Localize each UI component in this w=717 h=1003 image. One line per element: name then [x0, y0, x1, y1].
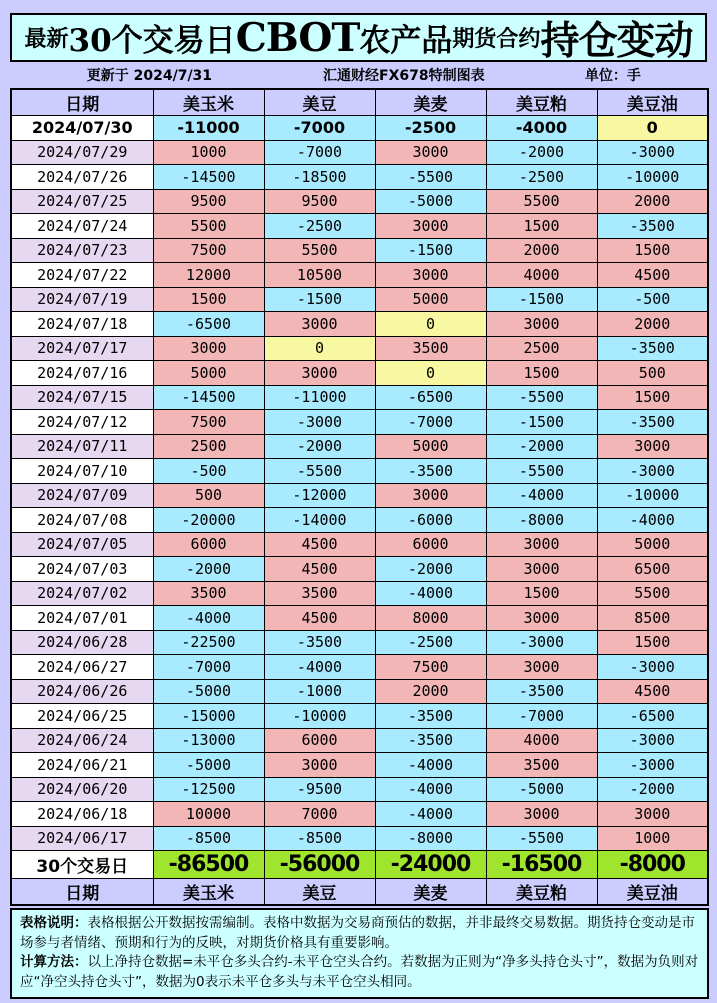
value-cell: 0 [597, 116, 708, 141]
value-cell: -2000 [597, 777, 708, 802]
value-cell: -3000 [597, 728, 708, 753]
date-cell: 2024/07/11 [11, 434, 153, 459]
value-cell: -14500 [153, 385, 264, 410]
value-cell: 2000 [486, 238, 597, 263]
value-cell: 7000 [264, 802, 375, 827]
value-cell: -500 [153, 459, 264, 484]
value-cell: 3500 [153, 581, 264, 606]
date-cell: 2024/07/12 [11, 410, 153, 435]
title-segment: 最新 [24, 26, 69, 52]
value-cell: -7000 [264, 140, 375, 165]
date-cell: 2024/06/27 [11, 655, 153, 680]
date-cell: 2024/06/21 [11, 753, 153, 778]
date-cell: 2024/07/24 [11, 214, 153, 239]
value-cell: 3500 [375, 336, 486, 361]
value-cell: -2500 [264, 214, 375, 239]
date-cell: 2024/07/18 [11, 312, 153, 337]
date-cell: 2024/07/26 [11, 165, 153, 190]
table-row [11, 777, 708, 802]
value-cell: -18500 [264, 165, 375, 190]
value-cell: 4000 [486, 728, 597, 753]
date-cell: 2024/07/17 [11, 336, 153, 361]
value-cell: 6000 [375, 532, 486, 557]
value-cell: 7500 [153, 238, 264, 263]
value-cell: -3000 [597, 459, 708, 484]
table-row [11, 361, 708, 386]
value-cell: 9500 [153, 189, 264, 214]
value-cell: 4500 [597, 679, 708, 704]
column-header-2: 美豆 [264, 879, 375, 906]
column-header-row-bottom [11, 879, 708, 906]
value-cell: 5000 [375, 434, 486, 459]
table-row [11, 753, 708, 778]
footnote-text: 表格根据公开数据按需编制。表格中数据为交易商预估的数据，并非最终交易数据。期货持仓变动是市场参与者情绪、预期和行为的反映，对期货价格具有重要影响。 [20, 915, 695, 951]
value-cell: -11000 [264, 385, 375, 410]
date-cell: 2024/07/05 [11, 532, 153, 557]
column-header-0: 日期 [11, 89, 153, 116]
table-row [11, 116, 708, 141]
value-cell: -2500 [486, 165, 597, 190]
value-cell: -6500 [153, 312, 264, 337]
value-cell: 4500 [264, 532, 375, 557]
value-cell: 2000 [597, 312, 708, 337]
value-cell: -5000 [486, 777, 597, 802]
value-cell: 1500 [597, 385, 708, 410]
table-row [11, 483, 708, 508]
value-cell: -10000 [597, 165, 708, 190]
table-row [11, 410, 708, 435]
value-cell: 3000 [375, 140, 486, 165]
value-cell: 1500 [153, 287, 264, 312]
column-header-3: 美麦 [375, 89, 486, 116]
value-cell: -4000 [486, 483, 597, 508]
value-cell: -8500 [153, 826, 264, 851]
value-cell: 5500 [153, 214, 264, 239]
unit-label: 单位：手 [584, 67, 641, 84]
column-header-1: 美玉米 [153, 879, 264, 906]
value-cell: -2000 [375, 557, 486, 582]
summary-row [11, 851, 708, 879]
table-row [11, 581, 708, 606]
value-cell: 500 [597, 361, 708, 386]
value-cell: -4000 [375, 581, 486, 606]
title-segment: 期货合约 [452, 26, 541, 52]
table-row [11, 532, 708, 557]
table-row [11, 140, 708, 165]
page-title [10, 13, 707, 62]
value-cell: -14500 [153, 165, 264, 190]
value-cell: 3000 [486, 606, 597, 631]
column-header-5: 美豆油 [597, 89, 708, 116]
date-cell: 2024/07/22 [11, 263, 153, 288]
value-cell: -1500 [486, 410, 597, 435]
value-cell: -14000 [264, 508, 375, 533]
date-cell: 2024/06/26 [11, 679, 153, 704]
table-row [11, 826, 708, 851]
column-header-3: 美麦 [375, 879, 486, 906]
date-cell: 2024/07/16 [11, 361, 153, 386]
title-segment: 持仓变动 [540, 17, 693, 64]
value-cell: 3500 [264, 581, 375, 606]
value-cell: -6500 [597, 704, 708, 729]
column-header-row [11, 89, 708, 116]
value-cell: 3000 [375, 214, 486, 239]
date-cell: 2024/07/29 [11, 140, 153, 165]
column-header-4: 美豆粕 [486, 879, 597, 906]
summary-value: -8000 [597, 851, 708, 879]
column-header-0: 日期 [11, 879, 153, 906]
value-cell: 9500 [264, 189, 375, 214]
value-cell: -1500 [486, 287, 597, 312]
value-cell: 3000 [486, 532, 597, 557]
table-row [11, 655, 708, 680]
value-cell: -4000 [486, 116, 597, 141]
table-row [11, 385, 708, 410]
value-cell: -12500 [153, 777, 264, 802]
table-row [11, 802, 708, 827]
source-credit: 汇通财经FX678特制图表 [323, 67, 485, 84]
value-cell: 4000 [486, 263, 597, 288]
value-cell: -2000 [486, 434, 597, 459]
date-cell: 2024/07/01 [11, 606, 153, 631]
table-row [11, 214, 708, 239]
value-cell: 3000 [264, 361, 375, 386]
value-cell: -2000 [264, 434, 375, 459]
value-cell: -7000 [153, 655, 264, 680]
value-cell: 2500 [486, 336, 597, 361]
value-cell: -5500 [486, 385, 597, 410]
value-cell: -10000 [264, 704, 375, 729]
value-cell: 4500 [264, 606, 375, 631]
value-cell: -3500 [264, 630, 375, 655]
value-cell: -20000 [153, 508, 264, 533]
value-cell: -3500 [486, 679, 597, 704]
value-cell: 5000 [375, 287, 486, 312]
value-cell: -4000 [375, 777, 486, 802]
footnote-paragraph [20, 914, 701, 953]
table-row [11, 336, 708, 361]
table-row [11, 263, 708, 288]
value-cell: -4000 [264, 655, 375, 680]
table-row [11, 287, 708, 312]
value-cell: 5500 [597, 581, 708, 606]
value-cell: -4000 [153, 606, 264, 631]
value-cell: 3000 [264, 312, 375, 337]
value-cell: 1500 [597, 630, 708, 655]
value-cell: 0 [375, 361, 486, 386]
value-cell: 1500 [486, 581, 597, 606]
value-cell: -2000 [153, 557, 264, 582]
value-cell: -3000 [597, 753, 708, 778]
subtitle-bar [10, 62, 707, 87]
value-cell: 10500 [264, 263, 375, 288]
value-cell: -3000 [486, 630, 597, 655]
value-cell: -2000 [486, 140, 597, 165]
value-cell: -3500 [597, 214, 708, 239]
value-cell: -5000 [375, 189, 486, 214]
column-header-4: 美豆粕 [486, 89, 597, 116]
value-cell: 5500 [486, 189, 597, 214]
value-cell: 10000 [153, 802, 264, 827]
value-cell: 1000 [153, 140, 264, 165]
value-cell: -500 [597, 287, 708, 312]
table-row [11, 679, 708, 704]
value-cell: 3000 [486, 312, 597, 337]
value-cell: 6000 [264, 728, 375, 753]
footnote-paragraph [20, 953, 701, 992]
value-cell: -3500 [597, 410, 708, 435]
updated-date: 更新于 2024/7/31 [86, 67, 213, 84]
value-cell: 7500 [375, 655, 486, 680]
value-cell: 5500 [264, 238, 375, 263]
date-cell: 2024/06/20 [11, 777, 153, 802]
value-cell: 3500 [486, 753, 597, 778]
table-row [11, 434, 708, 459]
value-cell: 3000 [264, 753, 375, 778]
summary-value: -86500 [153, 851, 264, 879]
value-cell: -3500 [375, 459, 486, 484]
value-cell: 4500 [597, 263, 708, 288]
value-cell: 8000 [375, 606, 486, 631]
value-cell: -3000 [597, 140, 708, 165]
value-cell: -5500 [486, 826, 597, 851]
date-cell: 2024/07/25 [11, 189, 153, 214]
value-cell: -12000 [264, 483, 375, 508]
value-cell: -5500 [486, 459, 597, 484]
value-cell: -1000 [264, 679, 375, 704]
value-cell: 6500 [597, 557, 708, 582]
table-row [11, 189, 708, 214]
positions-table [10, 88, 709, 906]
value-cell: -13000 [153, 728, 264, 753]
table-row [11, 459, 708, 484]
date-cell: 2024/06/18 [11, 802, 153, 827]
value-cell: 3000 [597, 802, 708, 827]
date-cell: 2024/07/19 [11, 287, 153, 312]
date-cell: 2024/06/28 [11, 630, 153, 655]
value-cell: 2500 [153, 434, 264, 459]
date-cell: 2024/06/24 [11, 728, 153, 753]
value-cell: -10000 [597, 483, 708, 508]
value-cell: -7000 [375, 410, 486, 435]
value-cell: -2500 [375, 630, 486, 655]
value-cell: -8000 [486, 508, 597, 533]
value-cell: 3000 [375, 263, 486, 288]
value-cell: 6000 [153, 532, 264, 557]
value-cell: 1000 [597, 826, 708, 851]
table-row [11, 606, 708, 631]
value-cell: -4000 [597, 508, 708, 533]
column-header-5: 美豆油 [597, 879, 708, 906]
value-cell: -5500 [375, 165, 486, 190]
date-cell: 2024/07/10 [11, 459, 153, 484]
value-cell: 1500 [597, 238, 708, 263]
value-cell: -2500 [375, 116, 486, 141]
value-cell: 7500 [153, 410, 264, 435]
table-row [11, 508, 708, 533]
table-row [11, 630, 708, 655]
value-cell: -3500 [597, 336, 708, 361]
column-header-2: 美豆 [264, 89, 375, 116]
value-cell: -5000 [153, 753, 264, 778]
summary-label: 30个交易日 [11, 851, 153, 879]
value-cell: 5000 [153, 361, 264, 386]
title-segment: CBOT [235, 14, 360, 61]
value-cell: -3000 [264, 410, 375, 435]
value-cell: -3000 [597, 655, 708, 680]
value-cell: 3000 [597, 434, 708, 459]
title-segment: 30个交易日 [68, 23, 236, 59]
value-cell: 3000 [375, 483, 486, 508]
date-cell: 2024/07/30 [11, 116, 153, 141]
value-cell: 2000 [375, 679, 486, 704]
summary-value: -16500 [486, 851, 597, 879]
value-cell: -7000 [486, 704, 597, 729]
footnote-box [10, 908, 709, 999]
value-cell: -5000 [153, 679, 264, 704]
value-cell: 0 [375, 312, 486, 337]
value-cell: 12000 [153, 263, 264, 288]
value-cell: -5500 [264, 459, 375, 484]
table-row [11, 312, 708, 337]
value-cell: 500 [153, 483, 264, 508]
value-cell: 3000 [486, 557, 597, 582]
date-cell: 2024/06/17 [11, 826, 153, 851]
value-cell: -1500 [264, 287, 375, 312]
value-cell: 5000 [597, 532, 708, 557]
value-cell: 1500 [486, 361, 597, 386]
date-cell: 2024/07/15 [11, 385, 153, 410]
value-cell: -7000 [264, 116, 375, 141]
value-cell: -6000 [375, 508, 486, 533]
value-cell: 3000 [486, 655, 597, 680]
summary-value: -56000 [264, 851, 375, 879]
value-cell: -1500 [375, 238, 486, 263]
date-cell: 2024/06/25 [11, 704, 153, 729]
summary-value: -24000 [375, 851, 486, 879]
date-cell: 2024/07/08 [11, 508, 153, 533]
value-cell: 2000 [597, 189, 708, 214]
value-cell: -3500 [375, 704, 486, 729]
table-row [11, 557, 708, 582]
value-cell: 1500 [486, 214, 597, 239]
value-cell: -6500 [375, 385, 486, 410]
value-cell: -4000 [375, 753, 486, 778]
value-cell: 0 [264, 336, 375, 361]
title-segment: 农产品 [359, 23, 453, 59]
table-row [11, 165, 708, 190]
table-row [11, 704, 708, 729]
value-cell: -22500 [153, 630, 264, 655]
date-cell: 2024/07/09 [11, 483, 153, 508]
value-cell: -3500 [375, 728, 486, 753]
footnote-lead: 计算方法： [20, 954, 88, 971]
footnote-text: 以上净持仓数据=未平仓多头合约-未平仓空头合约。若数据为正则为“净多头持仓头寸”，数据为负则对应“净空头持仓头寸”，数据为0表示未平仓多头与未平仓空头相同。 [20, 954, 699, 990]
value-cell: -15000 [153, 704, 264, 729]
value-cell: 8500 [597, 606, 708, 631]
value-cell: 3000 [153, 336, 264, 361]
table-row [11, 238, 708, 263]
date-cell: 2024/07/23 [11, 238, 153, 263]
date-cell: 2024/07/03 [11, 557, 153, 582]
value-cell: -8000 [375, 826, 486, 851]
value-cell: -9500 [264, 777, 375, 802]
value-cell: -8500 [264, 826, 375, 851]
column-header-1: 美玉米 [153, 89, 264, 116]
value-cell: -11000 [153, 116, 264, 141]
footnote-lead: 表格说明： [20, 915, 88, 931]
table-row [11, 728, 708, 753]
value-cell: -4000 [375, 802, 486, 827]
value-cell: 4500 [264, 557, 375, 582]
date-cell: 2024/07/02 [11, 581, 153, 606]
value-cell: 3000 [486, 802, 597, 827]
